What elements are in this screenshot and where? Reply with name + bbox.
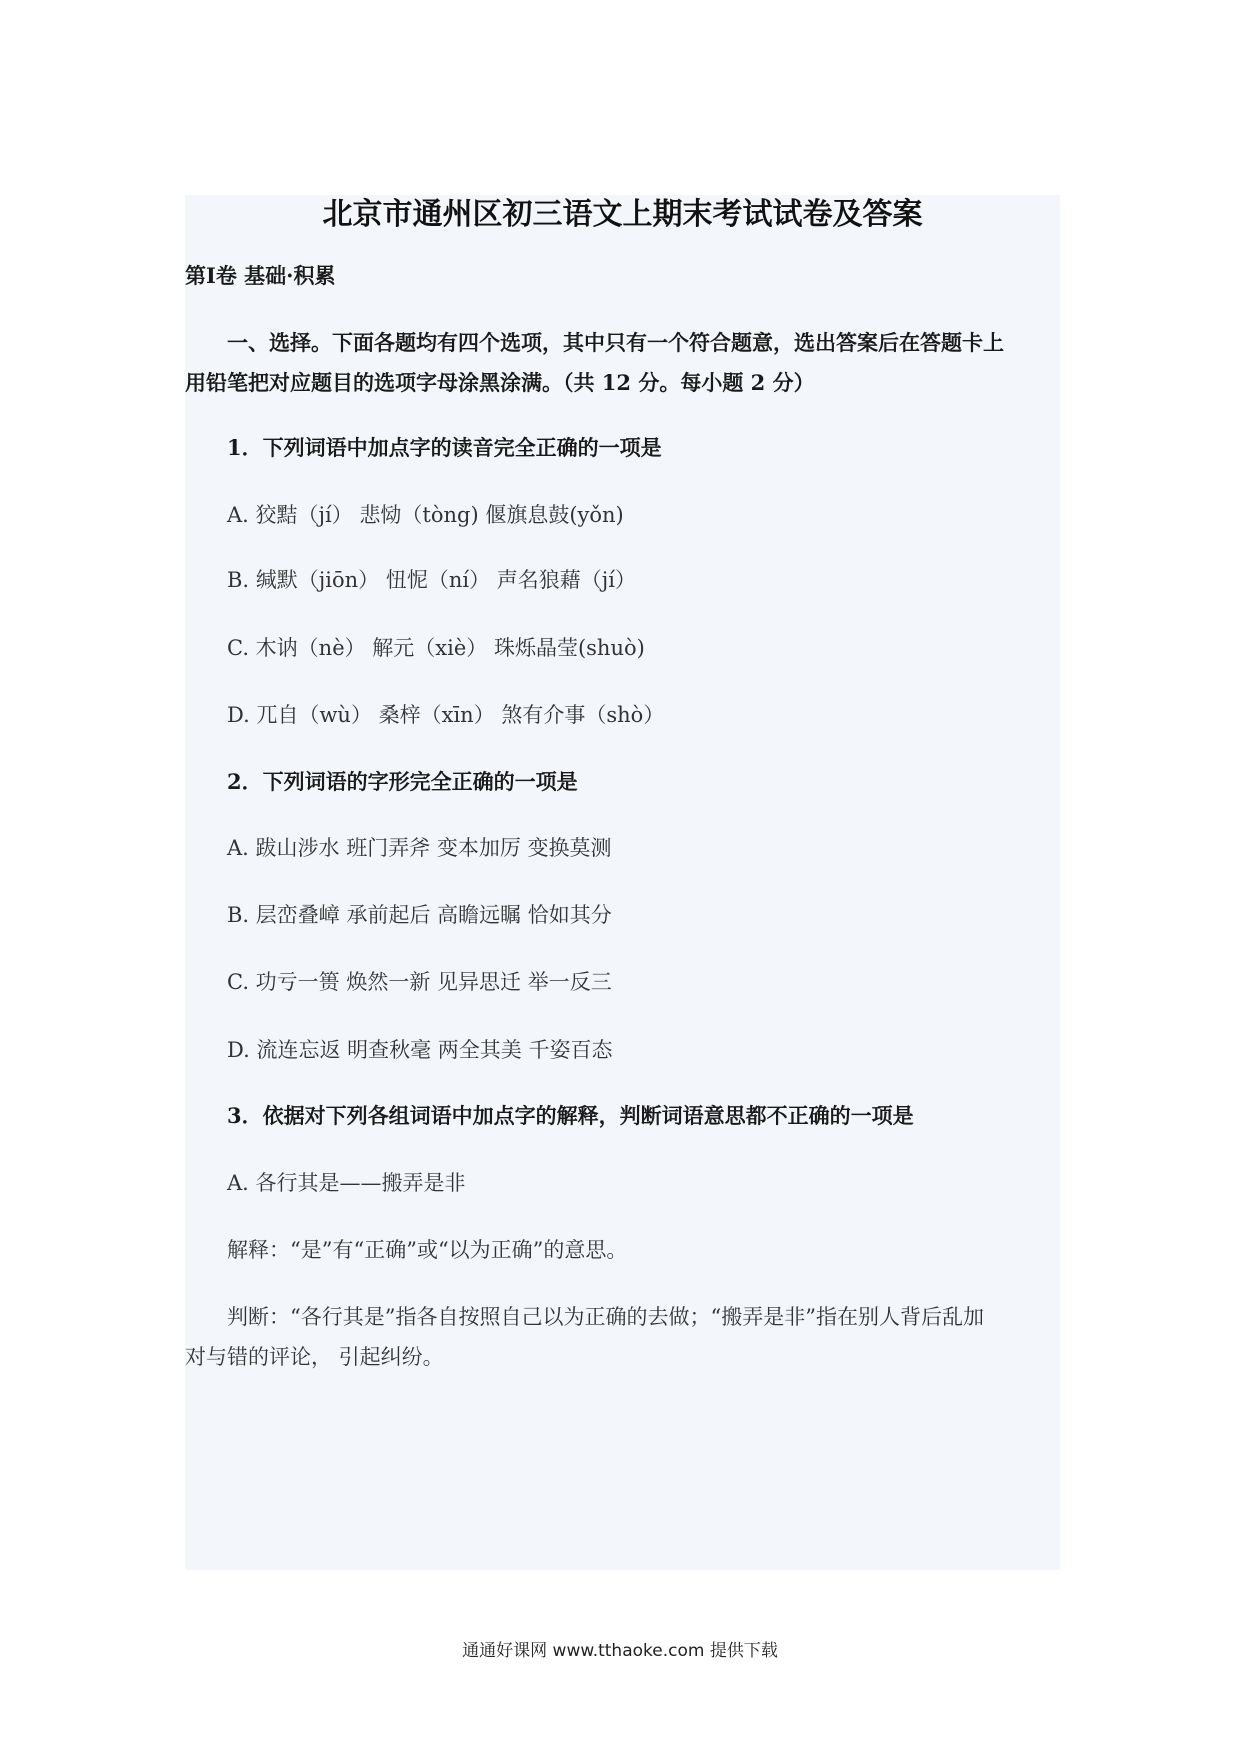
question-2-prompt: 2．下列词语的字形完全正确的一项是 [227,769,578,794]
question-3-prompt: 3．依据对下列各组词语中加点字的解释，判断词语意思都不正确的一项是 [227,1103,914,1128]
question-1-option-b: B. 缄默（jiōn） 忸怩（ní） 声名狼藉（jí） [227,568,636,592]
question-2-option-c: C. 功亏一篑 焕然一新 见异思迁 举一反三 [227,970,612,994]
question-1-option-c: C. 木讷（nè） 解元（xiè） 珠烁晶莹(shuò) [227,636,645,660]
instructions-line-2: 用铅笔把对应题目的选项字母涂黑涂满。（共 12 分。每小题 2 分） [185,370,815,395]
question-2-option-b: B. 层峦叠嶂 承前起后 高瞻远瞩 恰如其分 [227,903,612,927]
document-title: 北京市通州区初三语文上期末考试试卷及答案 [322,197,923,232]
instructions-line-1: 一、选择。下面各题均有四个选项，其中只有一个符合题意，选出答案后在答题卡上 [227,330,1004,355]
question-3-explanation: 解释：“是”有“正确”或“以为正确”的意思。 [227,1238,628,1262]
page-footer: 通通好课网 www.tthaoke.com 提供下载 [462,1641,778,1661]
question-3-option-a: A. 各行其是——搬弄是非 [227,1171,466,1195]
question-1-prompt: 1．下列词语中加点字的读音完全正确的一项是 [227,435,662,460]
question-3-judgment-line-2: 对与错的评论， 引起纠纷。 [185,1345,444,1369]
question-1-option-d: D. 兀自（wù） 桑梓（xīn） 煞有介事（shò） [227,703,665,727]
question-3-judgment-line-1: 判断：“各行其是”指各自按照自己以为正确的去做；“搬弄是非”指在别人背后乱加 [227,1305,984,1329]
document-panel [185,195,1060,1570]
section-title: 第Ⅰ卷 基础·积累 [185,263,336,288]
question-2-option-d: D. 流连忘返 明查秋毫 两全其美 千姿百态 [227,1038,613,1062]
question-2-option-a: A. 跋山涉水 班门弄斧 变本加厉 变换莫测 [227,836,612,860]
question-1-option-a: A. 狡黠（jí） 悲恸（tòng) 偃旗息鼓(yǒn) [227,503,624,527]
